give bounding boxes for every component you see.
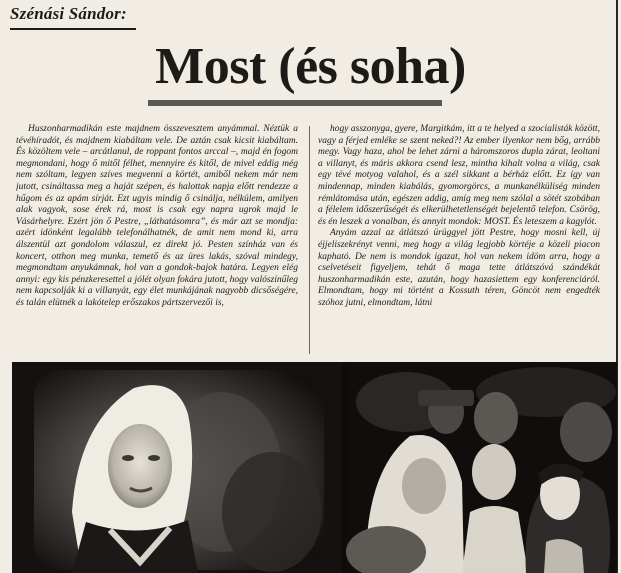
- article-body: [16, 124, 606, 356]
- photo-crowd-drawing: [346, 362, 617, 573]
- paragraph: Anyám azzal az átlátszó ürüggyel jött Pestre, hogy mosni kell, új éjjeliszekrényt venni, meg hogy a világ legjobb körtéje a közeli piacon kapható. De nem is mondok igazat, hol van nekem idöm arra, hogy a cselvetéseit figyeljem, tehát ő maga tette átlátszóvá szándékát huszonharmadikán este, azután, hogy hazasiettem egy konferenciáról. Elmondtam, hogy mi történt a Kossuth téren, Göncöt nem engedték szóhoz jutni, elmondtam, látni: [318, 228, 600, 308]
- photo-crowd-icon: [346, 362, 617, 573]
- byline-underline: [10, 28, 136, 30]
- photo-hooded-woman-drawing: [12, 362, 342, 573]
- article-column-left: [16, 124, 298, 356]
- paragraph: hogy asszonyga, gyere, Margitkám, itt a te helyed a szocialisták között, vagy a férjed emléke se szent neked?! Az ember ilyenkor nem bőg, arrább megy. Vagy haza, ahol be lehet zárni a háromszoros dupla zárat, leoltani a villanyt, és máris akkora csend lesz, mintha kihalt volna a világ, csak egy tévé motyog valahol, és a szél sikkant a bérház előtt. Ez így van mindennap, minden kiabálás, gyomorgörcs, a munkanélküliség minden rémlátomása után, egészen addig, amíg meg nem szólal a sötét szobában a félelem időszerűségét és elkerülhetetlenségét bejelentő telefon. Csörög, és én leszek a vonalban, és annyit mondok: MOST. És leteszem a kagylót.: [318, 124, 600, 227]
- photo-hooded-woman-icon: [12, 362, 342, 573]
- column-divider: [309, 126, 310, 354]
- headline-title: Most (és soha): [155, 38, 466, 95]
- headline-underline-bar: [148, 100, 442, 106]
- headline-wrap: [0, 38, 621, 96]
- author-byline: Szénási Sándor:: [10, 4, 127, 23]
- paragraph: Huszonharmadikán este majdnem összevesztem anyámmal. Néztük a tévéhíradót, és majdnem kiabáltam vele. De aztán csak kicsit kiabáltam. És közöltem vele – arcátlanul, de roppant fontos arccal –, majd én fogom megmondani, hogy ő mitől félhet, mennyire és kitől, de mivel eddig még nem szóltam, legyen szíves megvenni a körtét, amiből nekem már nem jutott, csináltassa meg a haját szépen, és halottak napja előtt rendezze a hűgom és az apám sírját. Ezt ugyis mindig ő csinálja, nélkülem, amilyen alak vagyok, sose érek rá, most is csak egy napra ugrok majd le Vásárhelyre. Ezért jön ő Pestre, „láthatásomra”, és már azt se mondja: azért idönként legalább telefonálhatnék, de amit nem mond ki, arra álszentül azt gondolom válaszul, ez direkt jó. Pesten színház van és koncert, otthon meg munka, temető és az üres lakás, szóval mindegy, megmondtam anyukámnak, hol van a gondok-bajok határa. Legyen elég annyi: egy kis pénzkeresettel a jólét olyan fokára jutott, hogy valószínűleg nem kapcsolják ki a villanyát, egy élet munkájának nagyobb dicsőségére, és talán elütnék a lakótelep erőszakos pártszervezői is,: [16, 124, 298, 308]
- article-column-right: [318, 124, 600, 356]
- photo-strip: [12, 362, 617, 573]
